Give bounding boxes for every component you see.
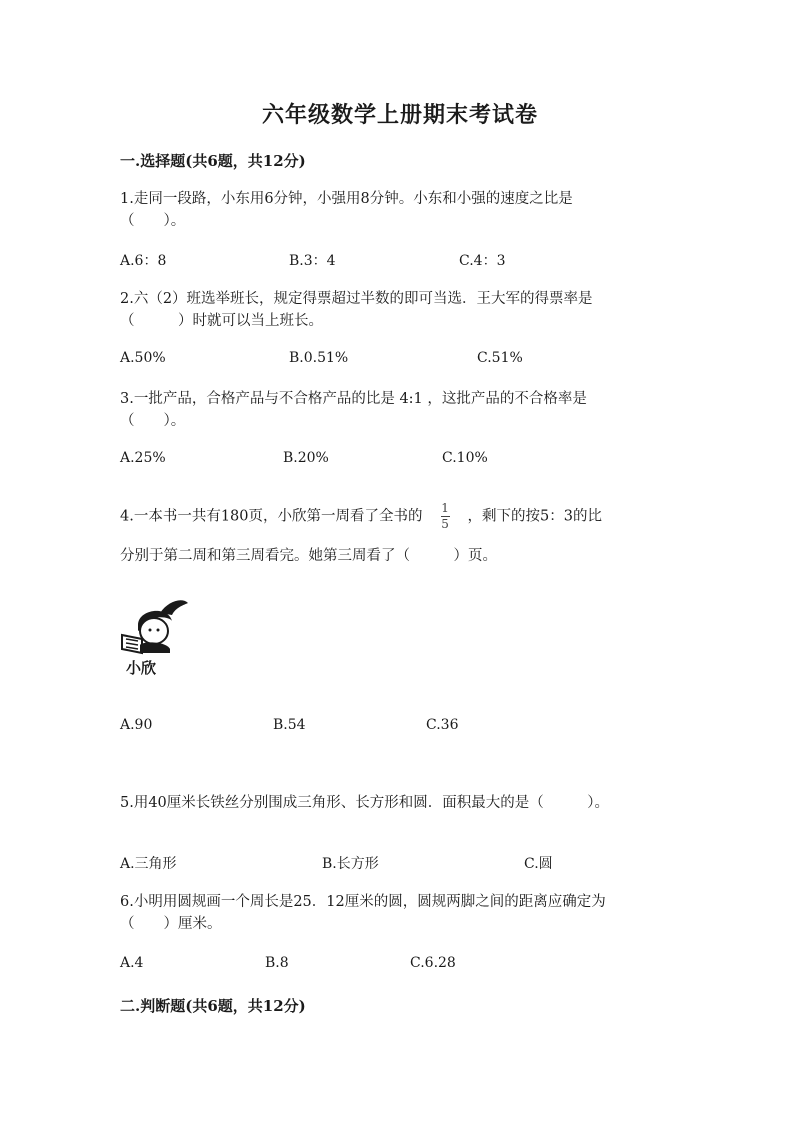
- question-2-option-b[interactable]: B.0.51%: [289, 350, 349, 366]
- question-1-option-c[interactable]: C.4：3: [459, 253, 506, 269]
- section-heading-choice: 一.选择题(共6题，共12分): [120, 152, 306, 170]
- question-6-option-b[interactable]: B.8: [265, 955, 289, 971]
- fraction-numerator: 1: [441, 501, 449, 515]
- question-4-line-1: [120, 502, 700, 531]
- question-6-line-1: 6.小明用圆规画一个周长是25．12厘米的圆，圆规两脚之间的距离应确定为: [120, 894, 606, 910]
- girl-reading-illustration: [116, 595, 196, 680]
- question-2-line-2: （ ）时就可以当上班长。: [120, 313, 323, 329]
- fraction-one-fifth: [441, 502, 450, 531]
- question-4-option-a[interactable]: A.90: [120, 717, 153, 733]
- question-1: [120, 188, 680, 232]
- question-5-option-b[interactable]: B.长方形: [322, 856, 379, 872]
- question-2-line-1: 2.六（2）班选举班长，规定得票超过半数的即可当选．王大军的得票率是: [120, 291, 593, 307]
- question-4-option-c[interactable]: C.36: [426, 717, 459, 733]
- question-3-option-a[interactable]: A.25%: [120, 450, 166, 466]
- question-2: [120, 288, 680, 332]
- question-3-option-c[interactable]: C.10%: [442, 450, 488, 466]
- question-6-option-a[interactable]: A.4: [120, 955, 144, 971]
- section-heading-true-false: 二.判断题(共6题，共12分): [120, 997, 306, 1015]
- page-title: 六年级数学上册期末考试卷: [261, 102, 538, 128]
- fraction-denominator: 5: [441, 517, 449, 531]
- question-4-text-part-1: 4.一本书一共有180页，小欣第一周看了全书的: [120, 508, 423, 525]
- question-5-option-a[interactable]: A.三角形: [120, 856, 177, 872]
- question-2-option-c[interactable]: C.51%: [477, 350, 523, 366]
- question-6: [120, 891, 680, 935]
- question-5: [120, 792, 700, 814]
- question-3-line-1: 3.一批产品，合格产品与不合格产品的比是 4:1 ，这批产品的不合格率是: [120, 391, 587, 407]
- question-4-line-2: 分别于第二周和第三周看完。她第三周看了（ ）页。: [120, 548, 497, 564]
- question-2-option-a[interactable]: A.50%: [120, 350, 166, 366]
- question-6-option-c[interactable]: C.6.28: [410, 955, 456, 971]
- girl-reading-icon: [116, 595, 196, 680]
- question-1-line-1: 1.走同一段路，小东用6分钟，小强用8分钟。小东和小强的速度之比是: [120, 191, 573, 207]
- question-1-line-2: （ ）。: [120, 213, 186, 229]
- question-3-option-b[interactable]: B.20%: [283, 450, 329, 466]
- question-6-line-2: （ ）厘米。: [120, 916, 222, 932]
- question-1-option-a[interactable]: A.6：8: [120, 253, 167, 269]
- question-4-text-part-2: ，剩下的按5：3的比: [467, 508, 602, 525]
- question-5-line-1: 5.用40厘米长铁丝分别围成三角形、长方形和圆．面积最大的是（ ）。: [120, 795, 610, 811]
- question-3-line-2: （ ）。: [120, 413, 186, 429]
- question-3: [120, 388, 680, 432]
- question-1-option-b[interactable]: B.3：4: [289, 253, 336, 269]
- question-4-option-b[interactable]: B.54: [273, 717, 306, 733]
- figure-label: 小欣: [126, 659, 157, 677]
- question-4: [120, 502, 700, 567]
- question-5-option-c[interactable]: C.圆: [524, 856, 553, 872]
